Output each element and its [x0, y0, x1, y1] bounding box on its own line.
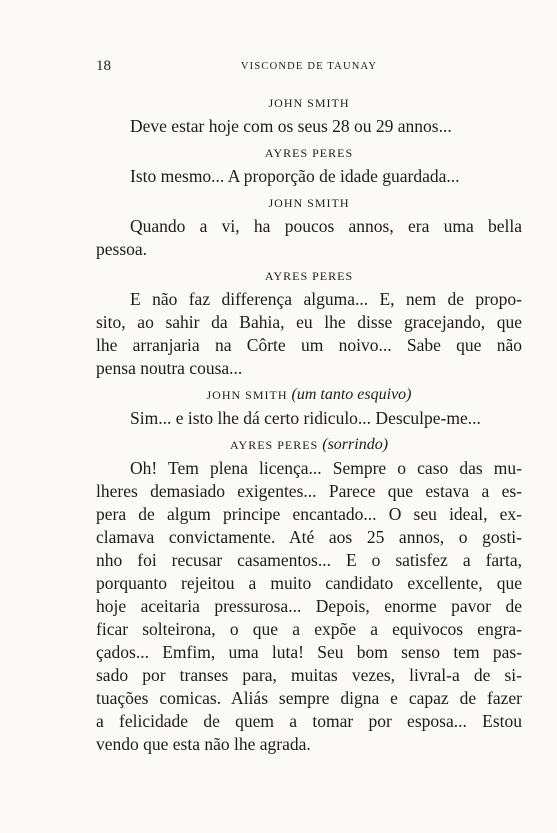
page-header [96, 58, 522, 78]
text-line: E não faz differença alguma... E, nem de propo- [130, 289, 522, 309]
speech-block [96, 115, 522, 138]
speaker-heading [96, 94, 522, 112]
text-line: a felicidade de quem a tomar por esposa... Estou [96, 711, 522, 731]
text-line: pessoa. [96, 239, 148, 259]
speech-block [96, 457, 522, 756]
text-line: ficar solteirona, o que a expõe a equivocos engra- [96, 619, 522, 639]
text-line: Sim... e isto lhe dá certo ridiculo... Desculpe-me... [130, 408, 481, 428]
speaker-heading [96, 267, 522, 285]
text-line: hoje aceitaria pressurosa... Depois, enorme pavor de [96, 596, 522, 616]
speech-block [96, 215, 522, 261]
text-line: sado por transes para, muitas vezes, livral-a de si- [96, 665, 522, 685]
text-line: pensa noutra cousa... [96, 358, 243, 378]
running-head: VISCONDE DE TAUNAY [240, 61, 378, 72]
speaker-name: JOHN SMITH [268, 196, 350, 210]
speaker-heading [96, 436, 522, 454]
speech-block [96, 407, 522, 430]
speaker-heading [96, 194, 522, 212]
speaker-name: AYRES PERES [229, 438, 319, 452]
text-line: lhe arranjaria na Côrte um noivo... Sabe que não [96, 335, 522, 355]
text-line: sito, ao sahir da Bahia, eu lhe disse gracejando, que [96, 312, 522, 332]
text-line: Isto mesmo... A proporção de idade guardada... [130, 166, 460, 186]
text-line: Oh! Tem plena licença... Sempre o caso das mu- [130, 458, 522, 478]
text-line: Quando a vi, ha poucos annos, era uma bella [130, 216, 522, 236]
page-number: 18 [96, 58, 111, 74]
text-line: pera de algum principe encantado... O seu ideal, ex- [96, 504, 522, 524]
text-line: vendo que esta não lhe agrada. [96, 734, 311, 754]
speaker-name: AYRES PERES [264, 146, 354, 160]
speaker-name: JOHN SMITH [206, 388, 288, 402]
text-line: çados... Emfim, uma luta! Seu bom senso tem pas- [96, 642, 522, 662]
speaker-heading [96, 144, 522, 162]
text-line: lheres demasiado exigentes... Parece que estava a es- [96, 481, 522, 501]
stage-direction: (um tanto esquivo) [291, 386, 412, 403]
speech-block [96, 288, 522, 380]
speaker-name: JOHN SMITH [268, 96, 350, 110]
text-line: nho foi recusar casamentos... E o satisfez a farta, [96, 550, 522, 570]
speaker-heading [96, 386, 522, 404]
speech-block [96, 165, 522, 188]
text-line: Deve estar hoje com os seus 28 ou 29 annos... [130, 116, 452, 136]
speaker-name: AYRES PERES [264, 269, 354, 283]
text-line: tuações comicas. Aliás sempre digna e capaz de fazer [96, 688, 522, 708]
dialogue-text [96, 94, 522, 760]
text-line: clamava convictamente. Até aos 25 annos, o gosti- [96, 527, 522, 547]
stage-direction: (sorrindo) [322, 436, 389, 453]
text-line: porquanto rejeitou a muito candidato excellente, que [96, 573, 522, 593]
